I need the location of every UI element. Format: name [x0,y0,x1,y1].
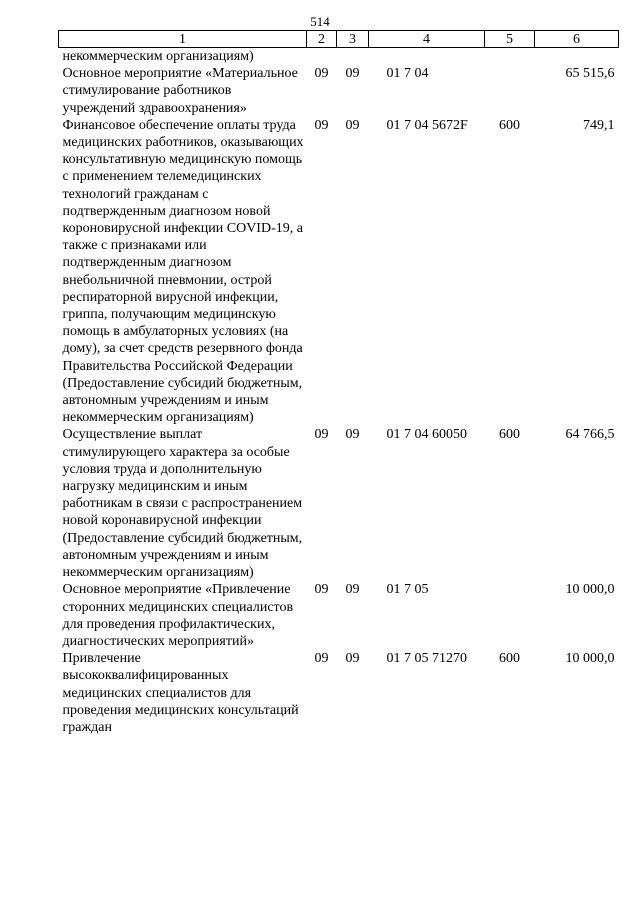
row-name: Привлечение высококвалифицированных медицинских специалистов для проведения медицинских консультаций граждан [62,651,299,735]
row-section [307,48,337,66]
table-row [59,650,619,736]
row-subsection: 09 [345,582,360,598]
row-expense-type [485,48,535,66]
table-row [59,65,619,117]
row-name: Финансовое обеспечение оплаты труда медицинских работников, оказывающих консультативную медицинскую помощь с применением телемедицинских технологий гражданам с подтвержденным диагнозом новой короновирусной инфекции COVID-19, а также с признаками или подтвержденным диагнозом внебольничной пневмонии, острой респираторной вирусной инфекции, гриппа, получающим медицинскую помощь в амбулаторных условиях (на дому), за счет средств резервного фонда Правительства Российской Федерации (Предоставление субсидий бюджетным, автономным учреждениям и иным некоммерческим организациям) [62,117,304,426]
row-amount: 64 766,5 [565,427,615,443]
row-expense-type: 600 [499,651,520,667]
row-target-article: 01 7 04 5672F [386,117,468,133]
table-row [59,426,619,581]
row-subsection [337,48,369,66]
row-amount: 10 000,0 [565,582,615,598]
row-subsection: 09 [345,117,360,133]
row-name: Основное мероприятие «Материальное стимулирование работников учреждений здравоохранения» [62,66,298,116]
column-header-5: 5 [485,31,535,48]
row-target-article [369,48,485,66]
row-amount: 10 000,0 [565,651,615,667]
row-section: 09 [314,117,329,133]
column-header-6: 6 [535,31,619,48]
column-header-4: 4 [369,31,485,48]
column-header-2: 2 [307,31,337,48]
column-header-1: 1 [59,31,307,48]
row-name: Основное мероприятие «Привлечение сторонних медицинских специалистов для проведения профилактических, диагностических мероприятий» [62,582,294,649]
row-target-article: 01 7 04 [386,66,429,82]
budget-table [58,30,619,736]
row-subsection: 09 [345,651,360,667]
row-target-article: 01 7 05 71270 [386,651,467,667]
row-subsection: 09 [345,427,360,443]
row-expense-type: 600 [499,117,520,133]
row-subsection: 09 [345,66,360,82]
table-row [59,48,619,66]
row-expense-type: 600 [499,427,520,443]
row-section: 09 [314,66,329,82]
row-name: Осуществление выплат стимулирующего характера за особые условия труда и дополнительную нагрузку медицинским и иным работникам в связи с распространением новой коронавирусной инфекции (Предоставление субсидий бюджетным, автономным учреждениям и иным некоммерческим организациям) [62,427,303,581]
row-section: 09 [314,582,329,598]
row-section: 09 [314,427,329,443]
table-row [59,117,619,427]
row-name: некоммерческим организациям) [62,49,254,64]
row-target-article: 01 7 04 60050 [386,427,467,443]
row-expense-type [485,581,535,650]
row-section: 09 [314,651,329,667]
row-amount [535,48,619,66]
column-header-3: 3 [337,31,369,48]
row-expense-type [485,65,535,117]
page-number: 514 [310,14,330,29]
table-row [59,581,619,650]
row-target-article: 01 7 05 [386,582,429,598]
row-amount: 65 515,6 [565,66,615,82]
row-amount: 749,1 [583,117,615,133]
table-header-row [59,31,619,48]
